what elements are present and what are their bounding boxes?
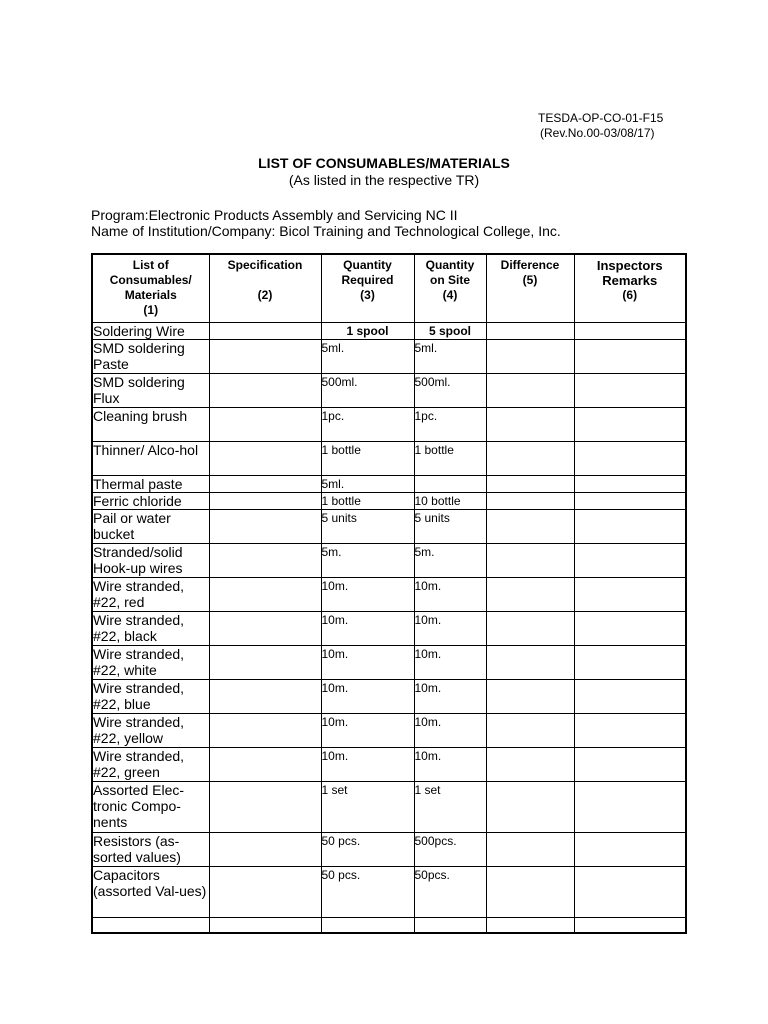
difference-cell bbox=[486, 544, 574, 578]
quantity-on-site-cell: 1pc. bbox=[414, 408, 486, 442]
quantity-required-cell: 1pc. bbox=[321, 408, 414, 442]
item-cell: Soldering Wire bbox=[92, 323, 209, 340]
table-row bbox=[92, 442, 686, 476]
table-row bbox=[92, 646, 686, 680]
table-row bbox=[92, 408, 686, 442]
column-header-item bbox=[92, 254, 209, 323]
specification-cell bbox=[209, 408, 321, 442]
table-row bbox=[92, 680, 686, 714]
table-row bbox=[92, 782, 686, 833]
header-line: Difference bbox=[500, 258, 560, 272]
remarks-cell bbox=[574, 782, 686, 833]
difference-cell bbox=[486, 612, 574, 646]
quantity-on-site-cell bbox=[414, 918, 486, 934]
header-number: (1) bbox=[143, 303, 159, 317]
specification-cell bbox=[209, 442, 321, 476]
table-row bbox=[92, 612, 686, 646]
table-row bbox=[92, 510, 686, 544]
table-row bbox=[92, 867, 686, 918]
header-number: (4) bbox=[442, 288, 458, 302]
table-row bbox=[92, 340, 686, 374]
difference-cell bbox=[486, 493, 574, 510]
remarks-cell bbox=[574, 578, 686, 612]
difference-cell bbox=[486, 578, 574, 612]
table-row bbox=[92, 374, 686, 408]
column-header-difference bbox=[486, 254, 574, 323]
consumables-table bbox=[91, 253, 687, 934]
remarks-cell bbox=[574, 612, 686, 646]
document-subtitle: (As listed in the respective TR) bbox=[288, 172, 480, 188]
remarks-cell bbox=[574, 833, 686, 867]
item-cell: Thermal paste bbox=[92, 476, 209, 493]
difference-cell bbox=[486, 374, 574, 408]
specification-cell bbox=[209, 680, 321, 714]
specification-cell bbox=[209, 510, 321, 544]
table-row-empty bbox=[92, 918, 686, 934]
program-line: Program:Electronic Products Assembly and Servicing NC II bbox=[91, 207, 458, 223]
header-line: Required bbox=[341, 273, 394, 287]
quantity-on-site-cell bbox=[414, 476, 486, 493]
remarks-cell bbox=[574, 748, 686, 782]
quantity-required-cell: 10m. bbox=[321, 612, 414, 646]
specification-cell bbox=[209, 340, 321, 374]
item-cell: Wire stranded, #22, yellow bbox=[92, 714, 209, 748]
quantity-required-cell: 10m. bbox=[321, 714, 414, 748]
specification-cell bbox=[209, 476, 321, 493]
quantity-required-cell bbox=[321, 918, 414, 934]
quantity-on-site-cell: 10m. bbox=[414, 578, 486, 612]
table-header-row bbox=[92, 254, 686, 323]
quantity-required-cell: 10m. bbox=[321, 646, 414, 680]
quantity-required-cell: 1 bottle bbox=[321, 442, 414, 476]
remarks-cell bbox=[574, 493, 686, 510]
header-number: (6) bbox=[622, 288, 638, 302]
item-cell: Wire stranded, #22, white bbox=[92, 646, 209, 680]
difference-cell bbox=[486, 442, 574, 476]
item-cell: Ferric chloride bbox=[92, 493, 209, 510]
difference-cell bbox=[486, 748, 574, 782]
specification-cell bbox=[209, 374, 321, 408]
quantity-required-cell: 500ml. bbox=[321, 374, 414, 408]
difference-cell bbox=[486, 680, 574, 714]
item-cell: Wire stranded, #22, black bbox=[92, 612, 209, 646]
quantity-required-cell: 10m. bbox=[321, 680, 414, 714]
quantity-on-site-cell: 5 units bbox=[414, 510, 486, 544]
specification-cell bbox=[209, 493, 321, 510]
header-number: (5) bbox=[522, 273, 538, 287]
specification-cell bbox=[209, 646, 321, 680]
quantity-on-site-cell: 1 set bbox=[414, 782, 486, 833]
difference-cell bbox=[486, 714, 574, 748]
revision-number: (Rev.No.00-03/08/17) bbox=[540, 126, 655, 140]
quantity-required-cell: 1 spool bbox=[321, 323, 414, 340]
quantity-on-site-cell: 10m. bbox=[414, 748, 486, 782]
form-code: TESDA-OP-CO-01-F15 bbox=[538, 111, 664, 125]
table-row bbox=[92, 578, 686, 612]
item-cell: Pail or water bucket bbox=[92, 510, 209, 544]
item-cell: Assorted Elec-tronic Compo-nents bbox=[92, 782, 209, 833]
specification-cell bbox=[209, 748, 321, 782]
remarks-cell bbox=[574, 544, 686, 578]
remarks-cell bbox=[574, 323, 686, 340]
remarks-cell bbox=[574, 340, 686, 374]
quantity-required-cell: 1 set bbox=[321, 782, 414, 833]
remarks-cell bbox=[574, 867, 686, 918]
form-code-block bbox=[538, 111, 663, 141]
quantity-required-cell: 10m. bbox=[321, 578, 414, 612]
quantity-on-site-cell: 10 bottle bbox=[414, 493, 486, 510]
item-cell: Thinner/ Alco-hol bbox=[92, 442, 209, 476]
specification-cell bbox=[209, 867, 321, 918]
specification-cell bbox=[209, 323, 321, 340]
quantity-on-site-cell: 5m. bbox=[414, 544, 486, 578]
remarks-cell bbox=[574, 374, 686, 408]
difference-cell bbox=[486, 646, 574, 680]
quantity-required-cell: 5 units bbox=[321, 510, 414, 544]
quantity-on-site-cell: 10m. bbox=[414, 714, 486, 748]
quantity-on-site-cell: 1 bottle bbox=[414, 442, 486, 476]
header-line: Remarks bbox=[602, 273, 658, 288]
difference-cell bbox=[486, 510, 574, 544]
table-row bbox=[92, 476, 686, 493]
table-row bbox=[92, 323, 686, 340]
remarks-cell bbox=[574, 714, 686, 748]
header-line: Quantity bbox=[343, 258, 392, 272]
remarks-cell bbox=[574, 408, 686, 442]
header-line: Materials bbox=[124, 288, 177, 302]
difference-cell bbox=[486, 867, 574, 918]
item-cell: Capacitors (assorted Val-ues) bbox=[92, 867, 209, 918]
difference-cell bbox=[486, 476, 574, 493]
column-header-inspectors-remarks bbox=[574, 254, 686, 323]
remarks-cell bbox=[574, 646, 686, 680]
difference-cell bbox=[486, 918, 574, 934]
header-line: Specification bbox=[227, 258, 303, 272]
remarks-cell bbox=[574, 442, 686, 476]
header-number: (2) bbox=[257, 288, 273, 302]
quantity-required-cell: 5m. bbox=[321, 544, 414, 578]
item-cell: SMD soldering Paste bbox=[92, 340, 209, 374]
difference-cell bbox=[486, 323, 574, 340]
item-cell: Cleaning brush bbox=[92, 408, 209, 442]
header-line: Inspectors bbox=[596, 258, 663, 273]
remarks-cell bbox=[574, 680, 686, 714]
institution-line: Name of Institution/Company: Bicol Training and Technological College, Inc. bbox=[91, 223, 561, 239]
quantity-on-site-cell: 500ml. bbox=[414, 374, 486, 408]
quantity-required-cell: 5ml. bbox=[321, 340, 414, 374]
header-line: List of bbox=[132, 258, 169, 272]
difference-cell bbox=[486, 833, 574, 867]
table-row bbox=[92, 833, 686, 867]
quantity-required-cell: 50 pcs. bbox=[321, 867, 414, 918]
quantity-on-site-cell: 10m. bbox=[414, 646, 486, 680]
header-line: Quantity bbox=[425, 258, 475, 272]
item-cell: Resistors (as-sorted values) bbox=[92, 833, 209, 867]
quantity-on-site-cell: 5 spool bbox=[414, 323, 486, 340]
table-row bbox=[92, 493, 686, 510]
item-cell: Wire stranded, #22, blue bbox=[92, 680, 209, 714]
document-title: LIST OF CONSUMABLES/MATERIALS bbox=[258, 155, 510, 171]
column-header-quantity-required bbox=[321, 254, 414, 323]
item-cell bbox=[92, 918, 209, 934]
specification-cell bbox=[209, 612, 321, 646]
table-row bbox=[92, 714, 686, 748]
quantity-on-site-cell: 50pcs. bbox=[414, 867, 486, 918]
difference-cell bbox=[486, 340, 574, 374]
remarks-cell bbox=[574, 510, 686, 544]
header-line: on Site bbox=[429, 273, 470, 287]
quantity-required-cell: 5ml. bbox=[321, 476, 414, 493]
quantity-on-site-cell: 5ml. bbox=[414, 340, 486, 374]
table-row bbox=[92, 748, 686, 782]
difference-cell bbox=[486, 782, 574, 833]
column-header-quantity-on-site bbox=[414, 254, 486, 323]
specification-cell bbox=[209, 918, 321, 934]
header-number: (3) bbox=[360, 288, 375, 302]
specification-cell bbox=[209, 578, 321, 612]
quantity-required-cell: 50 pcs. bbox=[321, 833, 414, 867]
specification-cell bbox=[209, 544, 321, 578]
specification-cell bbox=[209, 833, 321, 867]
table-row bbox=[92, 544, 686, 578]
specification-cell bbox=[209, 782, 321, 833]
quantity-on-site-cell: 10m. bbox=[414, 680, 486, 714]
quantity-on-site-cell: 10m. bbox=[414, 612, 486, 646]
quantity-required-cell: 1 bottle bbox=[321, 493, 414, 510]
quantity-required-cell: 10m. bbox=[321, 748, 414, 782]
item-cell: Stranded/solid Hook-up wires bbox=[92, 544, 209, 578]
remarks-cell bbox=[574, 918, 686, 934]
item-cell: SMD soldering Flux bbox=[92, 374, 209, 408]
remarks-cell bbox=[574, 476, 686, 493]
quantity-on-site-cell: 500pcs. bbox=[414, 833, 486, 867]
specification-cell bbox=[209, 714, 321, 748]
difference-cell bbox=[486, 408, 574, 442]
item-cell: Wire stranded, #22, red bbox=[92, 578, 209, 612]
item-cell: Wire stranded, #22, green bbox=[92, 748, 209, 782]
header-line: Consumables/ bbox=[109, 273, 192, 287]
column-header-specification bbox=[209, 254, 321, 323]
